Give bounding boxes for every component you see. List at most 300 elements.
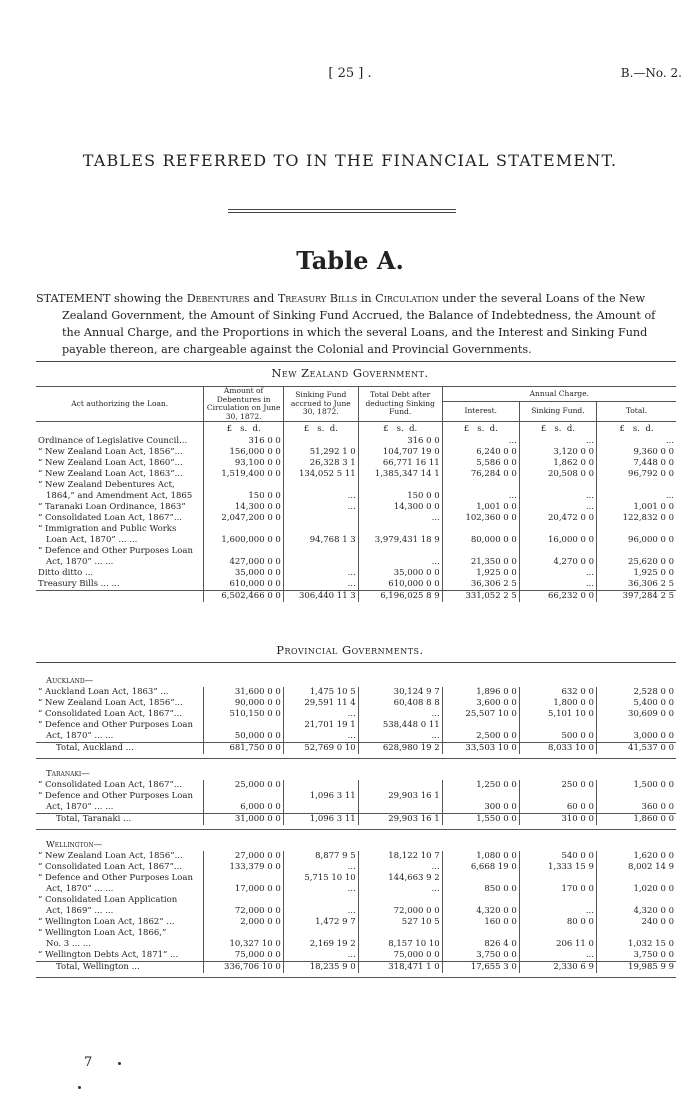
divider [228,209,456,210]
provincial-government-table [36,664,676,978]
row-value: 1,001 0 0 [596,502,676,513]
row-value [442,895,519,906]
row-value: 681,750 0 0 [204,743,283,755]
table-row [36,502,676,513]
row-value: 21,701 19 1 [283,720,358,731]
row-value: 2,047,200 0 0 [204,513,283,524]
row-value: ... [519,906,596,917]
row-value: 20,472 0 0 [519,513,596,524]
row-value [596,720,676,731]
col-total: Total. [596,402,676,422]
row-value: 94,768 1 3 [283,535,358,546]
table-heading: Table A. [296,246,404,275]
section-name: Wellington— [46,840,103,850]
row-value: 1,080 0 0 [442,851,519,862]
row-value: 826 4 0 [442,939,519,950]
row-value: 35,000 0 0 [358,568,442,579]
row-value: 2,528 0 0 [596,687,676,698]
row-value: 19,985 9 9 [596,962,676,974]
row-value: 72,000 0 0 [204,906,283,917]
row-value [519,480,596,491]
row-value: 122,832 0 0 [596,513,676,524]
row-value: ... [283,491,358,502]
row-value: ... [358,709,442,720]
row-value: 2,500 0 0 [442,731,519,743]
row-value: 318,471 1 0 [358,962,442,974]
row-value: 310 0 0 [519,814,596,826]
row-value: ... [283,579,358,591]
table-row [36,950,676,962]
table-row [36,884,676,895]
row-value: 1,475 10 5 [283,687,358,698]
row-value: 31,000 0 0 [204,814,283,826]
row-value: 2,330 6 9 [519,962,596,974]
page-number: [ 25 ] . [328,66,372,81]
table-row [36,491,676,502]
row-label: “ Immigration and Public Works [38,524,177,534]
row-label: “ Consolidated Loan Act, 1867”... [38,513,182,523]
row-value: 6,502,466 0 0 [204,591,283,603]
row-value: 1,519,400 0 0 [204,469,283,480]
row-value: ... [519,502,596,513]
row-value [204,928,283,939]
row-value: 14,300 0 0 [358,502,442,513]
row-value: 27,000 0 0 [204,851,283,862]
col-interest: Interest. [442,402,519,422]
row-label: Ordinance of Legislative Council... [38,436,188,446]
row-value: 150 0 0 [358,491,442,502]
row-label: Treasury Bills ... ... [38,579,120,589]
row-value: 26,328 3 1 [283,458,358,469]
row-value: 1,862 0 0 [519,458,596,469]
row-value [204,873,283,884]
row-value [519,895,596,906]
row-value: ... [519,436,596,447]
section-title-provincial: Provincial Governments. [276,643,424,657]
row-value: 527 10 5 [358,917,442,928]
row-value: 538,448 0 11 [358,720,442,731]
table-row [36,524,676,535]
row-value: 102,360 0 0 [442,513,519,524]
row-value: 90,000 0 0 [204,698,283,709]
row-value: 75,000 0 0 [358,950,442,962]
row-value: 1,500 0 0 [596,780,676,791]
row-value: ... [358,731,442,743]
row-value [596,791,676,802]
row-value: 1,925 0 0 [442,568,519,579]
row-value: 2,000 0 0 [204,917,283,928]
row-value: 76,284 0 0 [442,469,519,480]
row-label: “ Consolidated Loan Act, 1867”... [38,780,182,790]
row-value: 104,707 19 0 [358,447,442,458]
row-label: Act, 1870” ... ... [46,802,114,812]
row-label: “ Consolidated Loan Application [38,895,178,905]
col-debt: Total Debt after deducting Sinking Fund. [358,387,442,422]
row-value: 8,033 10 0 [519,743,596,755]
col-act: Act authorizing the Loan. [71,398,169,408]
row-value [283,928,358,939]
row-value: 6,196,025 8 9 [358,591,442,603]
row-value: ... [358,513,442,524]
table-row [36,698,676,709]
table-row [36,731,676,743]
row-value: 360 0 0 [596,802,676,814]
row-value: 3,750 0 0 [442,950,519,962]
row-value: 5,715 10 10 [283,873,358,884]
total-row [36,591,676,603]
table-row [36,447,676,458]
row-value: 628,980 19 2 [358,743,442,755]
row-value: 33,503 10 0 [442,743,519,755]
row-value: 1,800 0 0 [519,698,596,709]
row-value: 66,771 16 11 [358,458,442,469]
row-value: 316 0 0 [358,436,442,447]
row-value: 25,000 0 0 [204,780,283,791]
table-row [36,939,676,950]
row-value: 8,877 9 5 [283,851,358,862]
signature-mark: 7 [84,1055,93,1070]
row-value [204,546,283,557]
row-value [596,524,676,535]
row-value: ... [442,491,519,502]
row-value [596,928,676,939]
row-value: 8,002 14 9 [596,862,676,873]
ink-dot [118,1062,121,1065]
row-value [283,524,358,535]
row-value: 850 0 0 [442,884,519,895]
col-sinking-fund: Sinking Fund. [519,402,596,422]
section-header [36,759,676,781]
row-value: 3,000 0 0 [596,731,676,743]
row-value: 80 0 0 [519,917,596,928]
row-value: 35,000 0 0 [204,568,283,579]
table-row [36,802,676,814]
nz-government-table: Act authorizing the Loan. Amount of Debentures in Circulation on June 30, 1872. Sinking Fund accrued to June 30, 1872. Total Debt after deducting Sinking Fund. Annual Charge. Interest. Sinking Fund. Total. £ s. d. £ s. d. £ s. d. £ s. d. £ s. d. £ s. d. Ordinance of Legislative Council... 316 0 0 316 0 0 ... ... ... “ New Zealand Loan Act, 1856”... 156,000 0 0 51,292 1 0 104,707 19 0 6,240 0 0 3,120 0 0 9,360 0 0 “ New Zealand Loan Act, 1860”... 93,100 0 0 26,328 3 1 66,771 16 11 5,586 0 0 1,862 0 0 7,448 0 0 “ New Zealand Loan Act, 1863”... 1,519,400 0 0 134,052 5 11 1,385,347 14 1 76,284 0 0 20,508 0 0 96,792 0 0 “ New Zealand Debentures Act, 1864,” and Amendment Act, 1865 150 0 0 ... 150 0 0 ... ... ... “ Taranaki Loan Ordinance, 1863” 14,300 0 0 ... 14,300 0 0 1,001 0 0 ... 1,001 0 0 “ Consolidated Loan Act, 1867”... 2,047,200 0 0 ... 102,360 0 0 20,472 0 0 122,832 0 0 “ Immigration and Public Works Loan Act, 1870” ... ... 1,600,000 0 0 94,768 1 3 3,979,431 18 9 80,000 0 0 16,000 0 0 96,000 0 0 “ Defence and Other Purposes Loan Act, 1870” ... ... 427,000 0 0 ... 21,350 0 0 4,270 0 0 25,620 0 0 Ditto ditto ... 35,000 0 0 ... 35,000 0 0 1,925 0 0 ... 1,925 0 0 Treasury Bills ... ... 610,000 0 0 ... 610,000 0 0 36,306 2 5 ... 36,306 2 5 6,502,466 0 0 306,440 11 3 6,196,025 8 9 331,052 2 5 66,232 0 0 397,284 2 5 [38,386,674,601]
row-value: 66,232 0 0 [519,591,596,603]
row-value: 93,100 0 0 [204,458,283,469]
row-value [442,524,519,535]
row-value [358,780,442,791]
row-value: 397,284 2 5 [596,591,676,603]
row-value: 50,000 0 0 [204,731,283,743]
divider [36,662,676,663]
document-reference: B.—No. 2. [620,66,682,80]
row-value: 1,096 3 11 [283,814,358,826]
row-value: 336,706 10 0 [204,962,283,974]
row-value: ... [519,491,596,502]
unit-row: £ s. d. [204,422,283,437]
row-value [519,546,596,557]
table-row [36,780,676,791]
row-value: 160 0 0 [442,917,519,928]
row-value: 6,240 0 0 [442,447,519,458]
row-value [596,873,676,884]
row-label: “ Auckland Loan Act, 1863” ... [38,687,169,697]
row-value: 206 11 0 [519,939,596,950]
row-value: 21,350 0 0 [442,557,519,568]
row-value: 75,000 0 0 [204,950,283,962]
row-value: 1,096 3 11 [283,791,358,802]
row-value: 3,750 0 0 [596,950,676,962]
row-value: 1,860 0 0 [596,814,676,826]
col-sinking: Sinking Fund accrued to June 30, 1872. [283,387,358,422]
row-value: 632 0 0 [519,687,596,698]
row-value: 170 0 0 [519,884,596,895]
row-value [358,802,442,814]
row-value [283,802,358,814]
total-row [36,743,676,755]
row-label: “ Wellington Loan Act, 1866,” [38,928,167,938]
row-label: “ Wellington Loan Act, 1862” ... [38,917,175,927]
total-row [36,962,676,974]
row-value [358,480,442,491]
row-value: 17,655 3 0 [442,962,519,974]
row-value [358,524,442,535]
row-value: 1,385,347 14 1 [358,469,442,480]
table-row [36,557,676,568]
row-value: 316 0 0 [204,436,283,447]
row-value: 1,472 9 7 [283,917,358,928]
table-row [36,720,676,731]
row-value: 427,000 0 0 [204,557,283,568]
row-value: 331,052 2 5 [442,591,519,603]
row-value: 500 0 0 [519,731,596,743]
table-row [36,851,676,862]
row-value: ... [283,862,358,873]
row-value: ... [283,568,358,579]
row-value: 30,609 0 0 [596,709,676,720]
row-value [204,524,283,535]
table-row [36,917,676,928]
divider [228,212,456,213]
row-label: Act, 1870” ... ... [46,884,114,894]
row-value: 72,000 0 0 [358,906,442,917]
row-value [519,873,596,884]
section-name: Taranaki— [46,769,90,779]
row-value [519,791,596,802]
row-label: Act, 1870” ... ... [46,557,114,567]
row-value [204,895,283,906]
row-value: 29,591 11 4 [283,698,358,709]
row-value [358,928,442,939]
row-value: 96,792 0 0 [596,469,676,480]
row-value: 8,157 10 10 [358,939,442,950]
row-label: Act, 1869” ... ... [46,906,114,916]
row-value: 300 0 0 [442,802,519,814]
row-value: 51,292 1 0 [283,447,358,458]
row-value: 1,896 0 0 [442,687,519,698]
row-label: Total, Wellington ... [36,962,204,974]
row-value: ... [519,568,596,579]
row-value: 4,320 0 0 [442,906,519,917]
row-value: ... [519,579,596,591]
table-row [36,687,676,698]
row-value: 6,000 0 0 [204,802,283,814]
row-value [283,513,358,524]
table-row [36,513,676,524]
row-value: 1,620 0 0 [596,851,676,862]
row-value: ... [283,731,358,743]
row-value [519,720,596,731]
row-value: 18,122 10 7 [358,851,442,862]
row-label: “ Consolidated Loan Act, 1867”... [38,709,182,719]
row-value: 41,537 0 0 [596,743,676,755]
table-row [36,480,676,491]
row-value: 510,150 0 0 [204,709,283,720]
row-value: 20,508 0 0 [519,469,596,480]
table-row [36,535,676,546]
row-value: 1,250 0 0 [442,780,519,791]
row-value: 80,000 0 0 [442,535,519,546]
total-row [36,814,676,826]
table-row [36,791,676,802]
section-header [36,830,676,852]
row-value: 133,379 0 0 [204,862,283,873]
row-value: 150 0 0 [204,491,283,502]
row-value: 9,360 0 0 [596,447,676,458]
page-header [0,0,700,80]
row-value: 1,333 15 9 [519,862,596,873]
row-value: 17,000 0 0 [204,884,283,895]
row-value: 306,440 11 3 [283,591,358,603]
row-value: 5,400 0 0 [596,698,676,709]
row-value [204,791,283,802]
row-value: 60 0 0 [519,802,596,814]
row-value: ... [358,862,442,873]
table-row [36,928,676,939]
row-value [442,928,519,939]
row-value: 1,020 0 0 [596,884,676,895]
row-value: 36,306 2 5 [596,579,676,591]
row-label: “ Consolidated Loan Act, 1867”... [38,862,182,872]
row-value [519,928,596,939]
row-label: “ New Zealand Debentures Act, [38,480,175,490]
row-value [283,780,358,791]
table-row [36,458,676,469]
row-value [442,873,519,884]
ink-dot [78,1086,81,1089]
section-title-nz: New Zealand Government. [271,366,429,380]
row-value: 3,120 0 0 [519,447,596,458]
table-row [36,579,676,591]
row-value: 1,925 0 0 [596,568,676,579]
row-value: ... [596,491,676,502]
row-label: 1864,” and Amendment Act, 1865 [46,491,193,501]
row-value: 610,000 0 0 [204,579,283,591]
row-label: “ New Zealand Loan Act, 1860”... [38,458,183,468]
row-label [36,591,204,603]
row-value: 2,169 19 2 [283,939,358,950]
page-title: TABLES REFERRED TO IN THE FINANCIAL STATEMENT. [82,151,618,170]
row-value: ... [442,436,519,447]
row-label: Ditto ditto ... [38,568,94,578]
row-value: 1,550 0 0 [442,814,519,826]
row-value: 4,270 0 0 [519,557,596,568]
row-value: 144,663 9 2 [358,873,442,884]
row-value: 52,769 0 10 [283,743,358,755]
row-value: 240 0 0 [596,917,676,928]
row-value: 250 0 0 [519,780,596,791]
row-value: 610,000 0 0 [358,579,442,591]
row-value: 14,300 0 0 [204,502,283,513]
row-value [283,436,358,447]
row-value: 60,408 8 8 [358,698,442,709]
row-value: 3,600 0 0 [442,698,519,709]
row-value [358,546,442,557]
section-name: Auckland— [46,676,94,686]
table-row [36,895,676,906]
row-value: 1,032 15 0 [596,939,676,950]
row-label: “ Defence and Other Purposes Loan [38,791,193,801]
row-value: 5,101 10 0 [519,709,596,720]
statement-paragraph: STATEMENT showing the Debentures and Treasury Bills in Circulation under the several Loans of the New Zealand Government, the Amount of Sinking Fund Accrued, the Balance of Indebtedness, the Amount of the Annual Charge, and the Proportions in which the several Loans, and the Interest and Sinking Fund payable thereon, are chargeable against the Colonial and Provincial Governments. [36,292,656,356]
row-value [283,480,358,491]
row-label: “ Wellington Debts Act, 1871” ... [38,950,179,960]
row-value: 7,448 0 0 [596,458,676,469]
row-value: 134,052 5 11 [283,469,358,480]
spacer-row [36,973,676,978]
table-row [36,568,676,579]
row-value: ... [358,557,442,568]
row-value: 29,903 16 1 [358,814,442,826]
divider [36,361,676,362]
row-value [596,546,676,557]
table-row [36,546,676,557]
row-value: 1,600,000 0 0 [204,535,283,546]
row-value [442,480,519,491]
row-value [358,895,442,906]
table-row [36,709,676,720]
row-value [283,557,358,568]
row-label: “ New Zealand Loan Act, 1856”... [38,447,183,457]
row-label: “ Taranaki Loan Ordinance, 1863” [38,502,186,512]
row-label: Act, 1870” ... ... [46,731,114,741]
row-value: 31,600 0 0 [204,687,283,698]
row-value: 16,000 0 0 [519,535,596,546]
table-row [36,862,676,873]
row-value: 29,903 16 1 [358,791,442,802]
row-value [283,895,358,906]
row-value [442,546,519,557]
row-value: ... [283,950,358,962]
table-row [36,906,676,917]
table-row [36,436,676,447]
row-value: 5,586 0 0 [442,458,519,469]
row-label: Loan Act, 1870” ... ... [46,535,138,545]
row-value: 4,320 0 0 [596,906,676,917]
row-value [204,720,283,731]
row-value: 25,620 0 0 [596,557,676,568]
row-value: ... [283,709,358,720]
row-value: ... [283,884,358,895]
row-value: 96,000 0 0 [596,535,676,546]
row-value: 540 0 0 [519,851,596,862]
row-value [283,546,358,557]
row-label: “ New Zealand Loan Act, 1863”... [38,469,183,479]
row-value [519,524,596,535]
row-label: “ Defence and Other Purposes Loan [38,546,193,556]
row-value: 25,507 10 0 [442,709,519,720]
row-value: 6,668 19 0 [442,862,519,873]
row-value: 156,000 0 0 [204,447,283,458]
row-label: Total, Taranaki ... [36,814,204,826]
row-value: 1,001 0 0 [442,502,519,513]
row-value: ... [358,884,442,895]
row-value [596,480,676,491]
row-value [204,480,283,491]
row-value: 36,306 2 5 [442,579,519,591]
row-value: ... [283,502,358,513]
